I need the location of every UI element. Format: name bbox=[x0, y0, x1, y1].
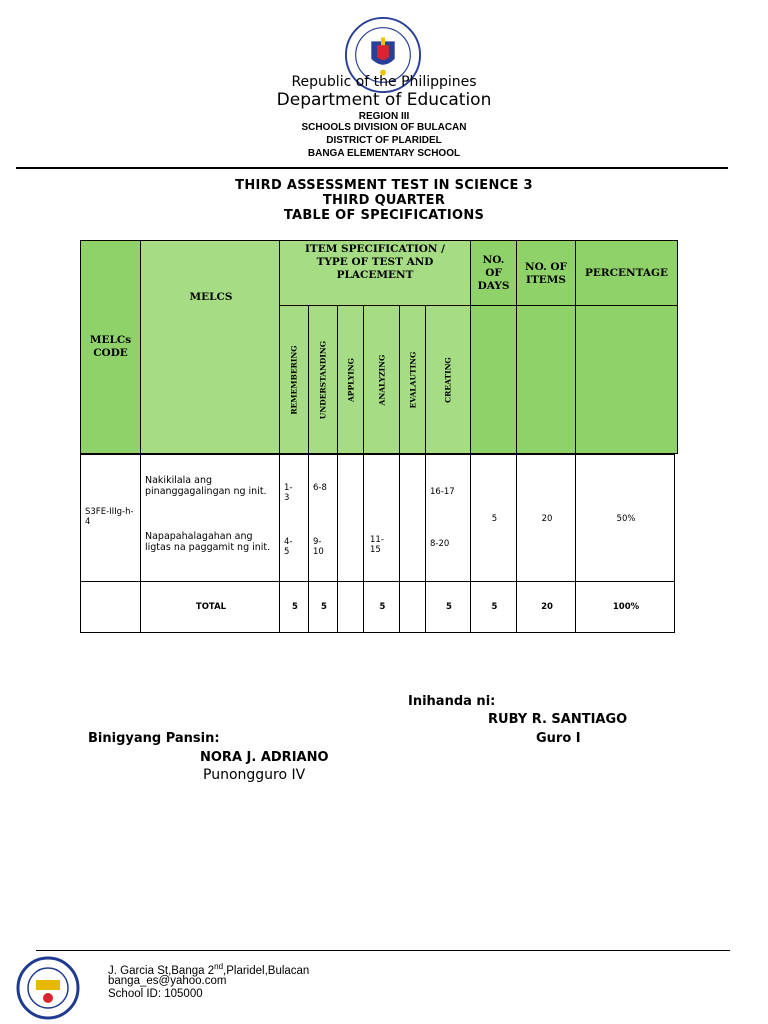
header-level-analyzing: ANALYZING bbox=[363, 305, 400, 454]
header-percentage: PERCENTAGE bbox=[575, 240, 678, 306]
header-no-of-days: NO. OF DAYS bbox=[470, 240, 517, 306]
header-level-remembering: REMEMBERING bbox=[279, 305, 309, 454]
row-items-cell: 20 bbox=[516, 454, 576, 582]
prepared-by-label: Inihanda ni: bbox=[408, 694, 496, 709]
row-percentage-cell: 50% bbox=[575, 454, 675, 582]
prepared-by-name: RUBY R. SANTIAGO bbox=[488, 712, 628, 727]
header-item-specification: ITEM SPECIFICATION / TYPE OF TEST AND PLACEMENT bbox=[279, 240, 471, 306]
header-divider bbox=[16, 167, 728, 169]
district-text: DISTRICT OF PLARIDEL bbox=[326, 135, 442, 146]
row-code-cell bbox=[80, 454, 141, 582]
row-analyzing-cell: 11-15 bbox=[363, 454, 400, 582]
header-no-of-items: NO. OF ITEMS bbox=[516, 240, 576, 306]
melc-2: Napapahalagahan ang ligtas na paggamit ng init. bbox=[145, 531, 271, 553]
school-logo-icon bbox=[16, 956, 80, 1020]
row-melcs-cell bbox=[140, 454, 280, 582]
footer-divider bbox=[36, 950, 730, 951]
row-creating-cell: 16-17 8-20 bbox=[425, 454, 471, 582]
noted-by-name: NORA J. ADRIANO bbox=[200, 750, 329, 765]
melc-1: Nakikilala ang pinanggagalingan ng init. bbox=[145, 475, 267, 497]
row-remembering-cell: 1-3 4-5 bbox=[279, 454, 309, 582]
header-level-applying: APPLYING bbox=[337, 305, 364, 454]
footer-address: J. Garcia St,Banga 2nd,Plaridel,Bulacan bbox=[108, 962, 310, 977]
header-days-fill bbox=[470, 305, 517, 454]
specification-table-header bbox=[80, 240, 678, 454]
school-name: BANGA ELEMENTARY SCHOOL bbox=[307, 148, 461, 159]
region-text: REGION III bbox=[358, 111, 410, 122]
row-days-cell: 5 bbox=[470, 454, 517, 582]
quarter-title: THIRD QUARTER bbox=[322, 193, 446, 208]
division-text: SCHOOLS DIVISION OF BULACAN bbox=[301, 122, 467, 133]
header-level-understanding: UNDERSTANDING bbox=[308, 305, 338, 454]
header-melcs: MELCS bbox=[140, 240, 280, 454]
table-row bbox=[80, 454, 675, 582]
header-percentage-fill bbox=[575, 305, 678, 454]
republic-text: Republic of the Philippines bbox=[291, 74, 477, 90]
prepared-by-title: Guro I bbox=[536, 731, 581, 746]
total-label: TOTAL bbox=[195, 602, 227, 612]
department-name: Department of Education bbox=[276, 90, 492, 110]
header-melcs-code: MELCs CODE bbox=[80, 240, 141, 454]
row-understanding-cell: 6-8 9-10 bbox=[308, 454, 338, 582]
header-items-fill bbox=[516, 305, 576, 454]
footer-email: banga_es@yahoo.com bbox=[108, 975, 227, 987]
tos-title: TABLE OF SPECIFICATIONS bbox=[283, 208, 485, 223]
header-level-evaluating: EVALAUTING bbox=[399, 305, 426, 454]
noted-by-label: Binigyang Pansin: bbox=[88, 731, 220, 746]
row-applying-cell bbox=[337, 454, 364, 582]
total-row: TOTAL 5 5 5 5 5 20 100% bbox=[80, 581, 675, 633]
test-title: THIRD ASSESSMENT TEST IN SCIENCE 3 bbox=[235, 178, 533, 193]
footer-school-id: School ID: 105000 bbox=[108, 988, 203, 1000]
noted-by-title: Punongguro IV bbox=[203, 767, 306, 783]
melc-code: S3FE-IIIg-h-4 bbox=[85, 507, 134, 527]
header-level-creating: CREATING bbox=[425, 305, 471, 454]
row-evaluating-cell bbox=[399, 454, 426, 582]
